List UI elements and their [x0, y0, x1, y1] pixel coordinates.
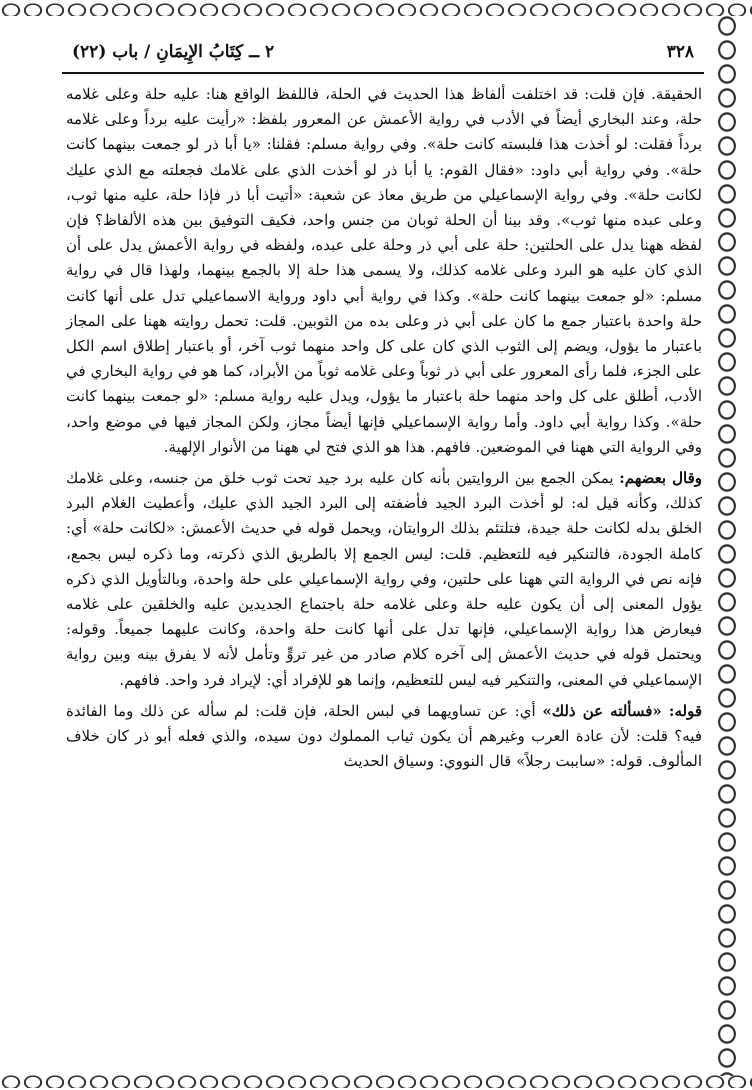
paragraph-text: أي: عن تساويهما في لبس الحلة، فإن قلت: لم سأله عن ذلك وما الفائدة فيه؟ قلت: لأن عادة العرب وغيرهم أن يكون ثياب المملوك دون سيده، والذي فعله أبو ذر كان خلاف المألوف. قوله: «ساببت رجلاً» قال النووي: وسياق الحديث: [66, 701, 702, 771]
paragraph-text: يمكن الجمع بين الروايتين بأنه كان عليه برد جيد تحت ثوب خلق من جنسه، وعلى غلامك كذلك، وكأنه قيل له: لو أخذت البرد الجيد فأضفته إلى البرد الجيد الذي عليك، وأعطيت الغلام البرد الخلق بدله لكانت حلة جيدة، فتلتئم بذلك الروايتان، ويحمل قوله في حديث الأعمش: «لكانت حلة» أي: كاملة الجودة، فالتنكير فيه للتعظيم. قلت: ليس الجمع إلا بالطريق الذي ذكرته، وما ذكره ليس بجمع، فإنه نص في الرواية التي ههنا على حلتين، وفي رواية الإسماعيلي على حلة واحدة، وبالتأويل الذي ذكره يؤول المعنى إلى أن يكون عليه حلة وعلى غلامه حلة باجتماع الجديدين عليه والخلقين على غلامه فيعارض هذا رواية الإسماعيلي، فإنها تدل على أنها كانت حلة واحدة، وكانت عليهما جميعاً. وقوله: ويحتمل قوله في حديث الأعمش إلى آخره كلام صادر من غير تروٍّ وتأمل لأنه لا يفرق بينه وبين رواية الإسماعيلي في المعنى، والتنكير فيه ليس للتعظيم، وإنما هو للإفراد أي: لإيراد فرد واحد. فافهم.: [66, 469, 702, 689]
body-text: [66, 82, 702, 780]
header-rule: [62, 72, 704, 74]
decorative-bottom-border: [0, 1074, 752, 1088]
paragraph-lead: قوله: «فسألته عن ذلك»: [542, 701, 702, 720]
paragraph-1: [66, 82, 702, 460]
page-header: [62, 40, 704, 70]
paragraph-3: [66, 699, 702, 775]
decorative-side-border: [716, 14, 738, 1076]
decorative-top-border: [0, 2, 752, 16]
page-number: ٣٢٨: [666, 42, 694, 62]
running-title: ٢ ــ كِتَابُ الإِيمَانِ / باب (٢٢): [72, 42, 275, 62]
paragraph-text: الحقيقة. فإن قلت: قد اختلفت ألفاظ هذا الحديث في الحلة، فاللفظ الواقع هنا: عليه حلة وعلى غلامه حلة، وعند البخاري أيضاً في الأدب في رواية الأعمش عن المعرور بلفظ: «رأيت عليه برداً وعلى غلامه برداً فقلت: لو أخذت هذا فلبسته كانت حلة». وفي رواية مسلم: فقلنا: «يا أبا ذر لو جمعت بينهما كانت حلة». وفي رواية أبي داود: «فقال القوم: يا أبا ذر لو أخذت الذي على غلامك فجعلته مع الذي عليك لكانت حلة». وفي رواية الإسماعيلي من طريق معاذ عن شعبة: «أتيت أبا ذر فإذا حلة، عليه منها ثوب، وعلى عبده منها ثوب». وقد بينا أن الحلة ثوبان من جنس واحد، فكيف التوفيق بين هذه الألفاظ؟ فإن لفظه ههنا يدل على الحلتين: حلة على أبي ذر وحلة على عبده، ولفظه في رواية الأعمش يدل على أن الذي كان عليه هو البرد وعلى غلامه كذلك، ولا يسمى هذا حلة إلا بالجمع بينهما، ولهذا قال في رواية مسلم: «لو جمعت بينهما كانت حلة». وكذا في رواية أبي داود ورواية الاسماعيلي تدل على أنها كانت حلة واحدة باعتبار جمع ما كان على أبي ذر وعلى بده من الثوبين. قلت: تحمل روايته ههنا على المجاز باعتبار ما يؤول، ويضم إلى الثوب الذي كان على كل واحد منهما ثوب آخر، أو باعتبار إطلاق اسم الكل على الجزء، فلما رأى المعرور على أبي ذر ثوباً وعلى غلامه ثوباً من الأبراد، كما هو في رواية البخاري في الأدب، أطلق على كل واحد منهما حلة باعتبار ما يؤول، ويدل عليه رواية مسلم: «لو جمعت بينهما كانت حلة». وكذا رواية أبي داود. وأما رواية الإسماعيلي فإنها أيضاً مجاز، ولكن المجاز فيها في موضع واحد، وفي الرواية التي ههنا في الموضعين. فافهم. هذا هو الذي فتح لي ههنا من الأنوار الإلهية.: [66, 85, 702, 456]
paragraph-2: [66, 466, 702, 693]
paragraph-lead: وقال بعضهم:: [619, 469, 702, 488]
